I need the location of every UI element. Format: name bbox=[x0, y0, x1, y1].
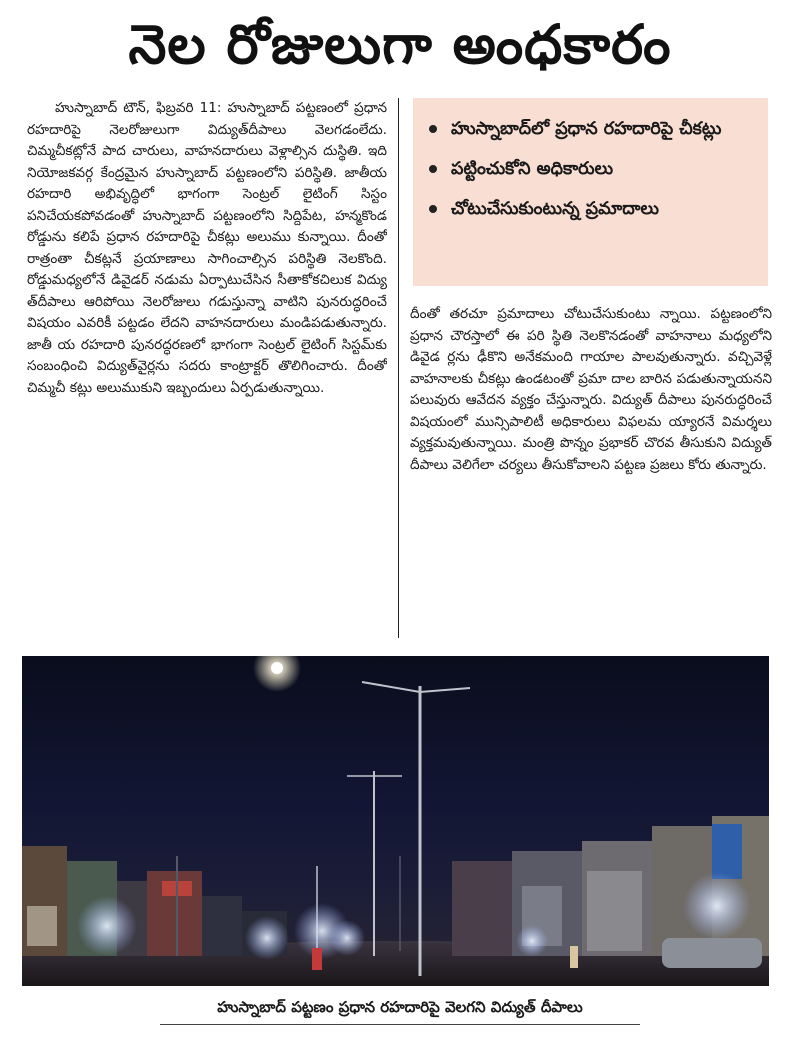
photo-caption: హుస్నాబాద్ పట్టణం ప్రధాన రహదారిపై వెలగని విద్యుత్ దీపాలు bbox=[217, 998, 583, 1016]
highlight-text: పట్టించుకోని అధికారులు bbox=[451, 159, 614, 179]
parked-car bbox=[662, 938, 762, 968]
pedestrian bbox=[570, 946, 578, 968]
article-body-left-column bbox=[27, 98, 387, 638]
lamp-glow bbox=[77, 896, 137, 956]
bullet-icon bbox=[429, 205, 437, 213]
lamp-glow bbox=[245, 916, 289, 960]
highlights-box bbox=[413, 98, 768, 286]
news-photo bbox=[22, 656, 769, 986]
highlight-item bbox=[427, 194, 758, 224]
highlight-text: హుస్నాబాద్‌లో ప్రధాన రహదారిపై చీకట్లు bbox=[451, 119, 722, 139]
lamp-glow bbox=[329, 920, 365, 956]
lamp-glow bbox=[516, 925, 548, 957]
highlight-item bbox=[427, 154, 758, 184]
caption-underline bbox=[160, 1024, 640, 1025]
night-street-photo bbox=[22, 656, 769, 986]
highlights-list bbox=[427, 114, 758, 224]
highlight-item bbox=[427, 114, 758, 144]
lamp-glow bbox=[683, 872, 751, 940]
headline: నెల రోజులుగా అంధకారం bbox=[128, 13, 672, 76]
article-body-left: హుస్నాబాద్ టౌన్, ఫిబ్రవరి 11: హుస్నాబాద్ పట్టణంలో ప్రధాన రహదారిపై నెలరోజులుగా విద్యుత్‌దీపాలు వెలగడంలేదు. చిమ్మచీకట్లోనే పాద చారులు, వాహనదారులు వెళ్లాల్సిన దుస్థితి. ఇది నియోజకవర్గ కేంద్రమైన హుస్నాబాద్ పట్టణంలోని పరిస్థితి. జాతీయ రహదారి అభివృద్ధిలో భాగంగా సెంట్రల్ లైటింగ్ సిస్టం పనిచేయకపోవడంతో హుస్నాబాద్ పట్టణంలోని సిద్దిపేట, హన్మకొండ రోడ్డును కలిపే ప్రధాన రహదారిపై చీకట్లు అలుము కున్నాయి. దీంతో రాత్రంతా చీకట్లనే ప్రయాణాలు సాగించాల్సిన పరిస్థితి నెలకొంది. రోడ్డుమధ్యలోనే డివైడర్ నడుమ ఏర్పాటుచేసిన సీతాకోకచిలుక విద్యు త్‌దీపాలు ఆరిపోయి నెలరోజులు గడుస్తున్నా వాటిని పునరుద్ధరించే విషయం ఎవరికీ పట్టడం లేదని వాహనదారులు మండిపడుతున్నారు. జాతీ య రహదారి పునరద్ధరణలో భాగంగా సెంట్రల్ లైటింగ్ సిస్టమ్‌కు సంబంధించి విద్యుత్‌వైర్లను సదరు కాంట్రాక్టర్ తొలిగించారు. దీంతో చిమ్మచీ కట్లు అలుముకుని ఇబ్బందులు ఏర్పడుతున్నాయి. bbox=[27, 100, 387, 396]
motorcyclist bbox=[312, 948, 322, 970]
column-divider bbox=[398, 98, 399, 638]
bullet-icon bbox=[429, 125, 437, 133]
article-body-right: దీంతో తరచూ ప్రమాదాలు చోటుచేసుకుంటు న్నాయి. పట్టణంలోని ప్రధాన చౌరస్తాలో ఈ పరి స్థితి నెలకొనడంతో వాహనాలు మధ్యలోని డివైడ ర్లను ఢీకొని అనేకమంది గాయాల పాలవుతున్నారు. వచ్చివెళ్లే వాహనాలకు చీకట్లు ఉండటంతో ప్రమా దాల బారిన పడుతున్నాయనని పలువురు ఆవేదన వ్యక్తం చేస్తున్నారు. విద్యుత్ దీపాలు పునరుద్ధరించే విషయంలో మున్సిపాలిటీ అధికారులు విఫలమ య్యారనే విమర్శలు వ్యక్తమవుతున్నాయి. మంత్రి పొన్నం ప్రభాకర్ చొరవ తీసుకుని విద్యుత్ దీపాలు వెలిగేలా చర్యలు తీసుకోవాలని పట్టణ ప్రజలు కోరు తున్నారు. bbox=[410, 306, 772, 473]
highlight-text: చోటుచేసుకుంటున్న ప్రమాదాలు bbox=[451, 199, 659, 219]
bullet-icon bbox=[429, 165, 437, 173]
article-body-right-column bbox=[410, 304, 772, 646]
